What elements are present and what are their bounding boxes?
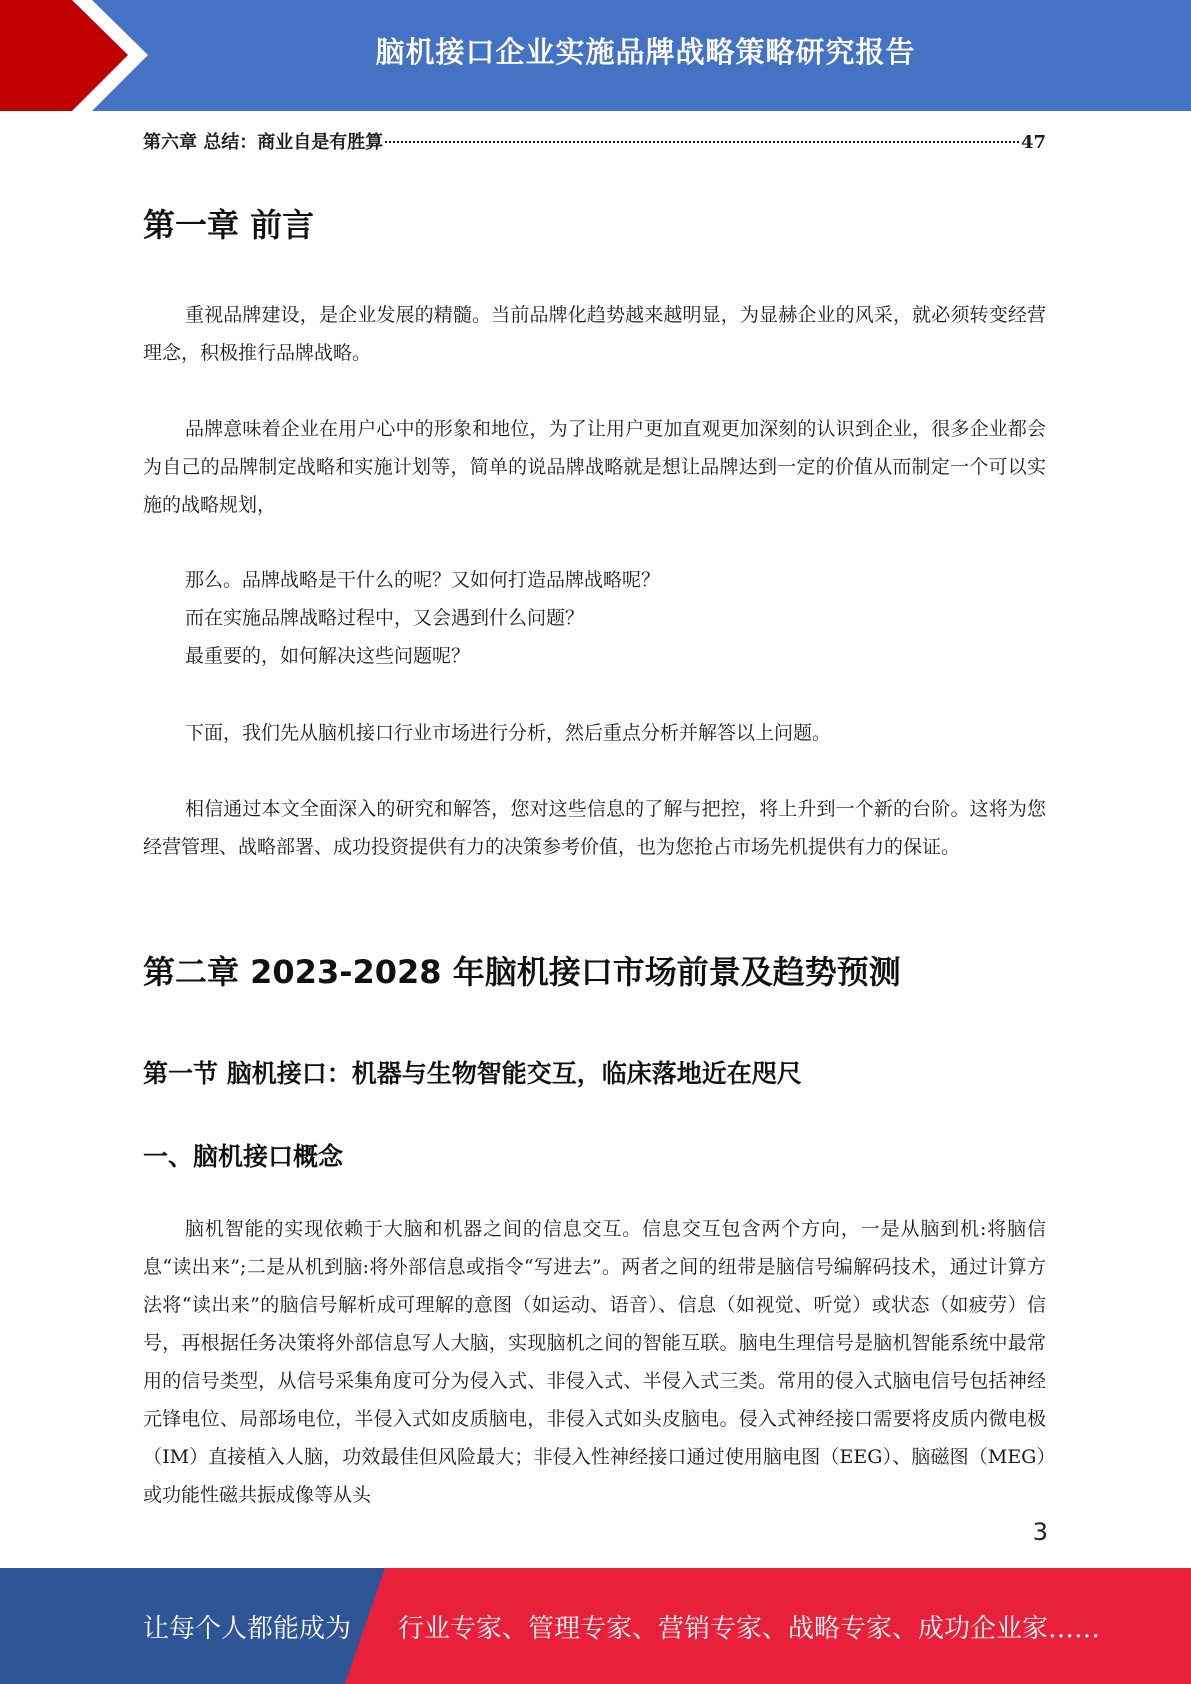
toc-entry[interactable] (143, 128, 1046, 160)
header-red-arrow-shape (0, 0, 150, 111)
chapter-2-paragraph-1: 脑机智能的实现依赖于大脑和机器之间的信息交互。信息交互包含两个方向，一是从脑到机:将脑信息“读出来”;二是从机到脑:将外部信息或指令“写进去”。两者之间的纽带是脑信号编解码技术，通过计算方法将“读出来”的脑信号解析成可理解的意图（如运动、语音）、信息（如视觉、听觉）或状态（如疲劳）信号，再根据任务决策将外部信息写人大脑，实现脑机之间的智能互联。脑电生理信号是脑机智能系统中最常用的信号类型，从信号采集角度可分为侵入式、非侵入式、半侵入式三类。常用的侵入式脑电信号包括神经元锋电位、局部场电位，半侵入式如皮质脑电，非侵入式如头皮脑电。侵入式神经接口需要将皮质内微电极（IM）直接植入人脑，功效最佳但风险最大；非侵入性神经接口通过使用脑电图（EEG）、脑磁图（MEG）或功能性磁共振成像等从头 (143, 1218, 1046, 1506)
chapter-1-paragraph-2: 品牌意味着企业在用户心中的形象和地位，为了让用户更加直观更加深刻的认识到企业，很多企业都会为自己的品牌制定战略和实施计划等，简单的说品牌战略就是想让品牌达到一定的价值从而制定一个可以实施的战略规划， (143, 418, 1046, 516)
chapter-1-question-2: 而在实施品牌战略过程中，又会遇到什么问题？ (185, 607, 585, 629)
footer-slogan-left: 让每个人都能成为 (143, 1613, 352, 1644)
chapter-1-paragraph-3: 下面，我们先从脑机接口行业市场进行分析，然后重点分析并解答以上问题。 (185, 722, 832, 744)
toc-entry-page: 47 (1020, 132, 1046, 153)
chapter-2-heading: 第二章 2023-2028 年脑机接口市场前景及趋势预测 (143, 953, 901, 991)
toc-dot-leader (385, 141, 1019, 143)
chapter-1-paragraph-4: 相信通过本文全面深入的研究和解答，您对这些信息的了解与把控，将上升到一个新的台阶。这将为您经营管理、战略部署、成功投资提供有力的决策参考价值，也为您抢占市场先机提供有力的保证。 (143, 798, 1046, 858)
chapter-1-paragraph-1: 重视品牌建设，是企业发展的精髓。当前品牌化趋势越来越明显，为显赫企业的风采，就必须转变经营理念，积极推行品牌战略。 (143, 304, 1046, 364)
toc-entry-title: 第六章 总结：商业自是有胜算 (143, 132, 384, 153)
chapter-1-question-1: 那么。品牌战略是干什么的呢？又如何打造品牌战略呢？ (185, 569, 661, 591)
chapter-1-question-3: 最重要的，如何解决这些问题呢？ (185, 645, 471, 667)
page-header-band (0, 0, 1191, 111)
section-1-heading: 第一节 脑机接口：机器与生物智能交互，临床落地近在咫尺 (143, 1059, 802, 1088)
document-title: 脑机接口企业实施品牌战略策略研究报告 (375, 34, 916, 69)
chapter-1-heading: 第一章 前言 (143, 206, 315, 244)
page-footer-band (0, 1568, 1191, 1684)
footer-slogan-right: 行业专家、管理专家、营销专家、战略专家、成功企业家…… (398, 1613, 1101, 1644)
subsection-1-heading: 一、脑机接口概念 (143, 1142, 344, 1171)
page-number: 3 (1032, 1518, 1048, 1546)
